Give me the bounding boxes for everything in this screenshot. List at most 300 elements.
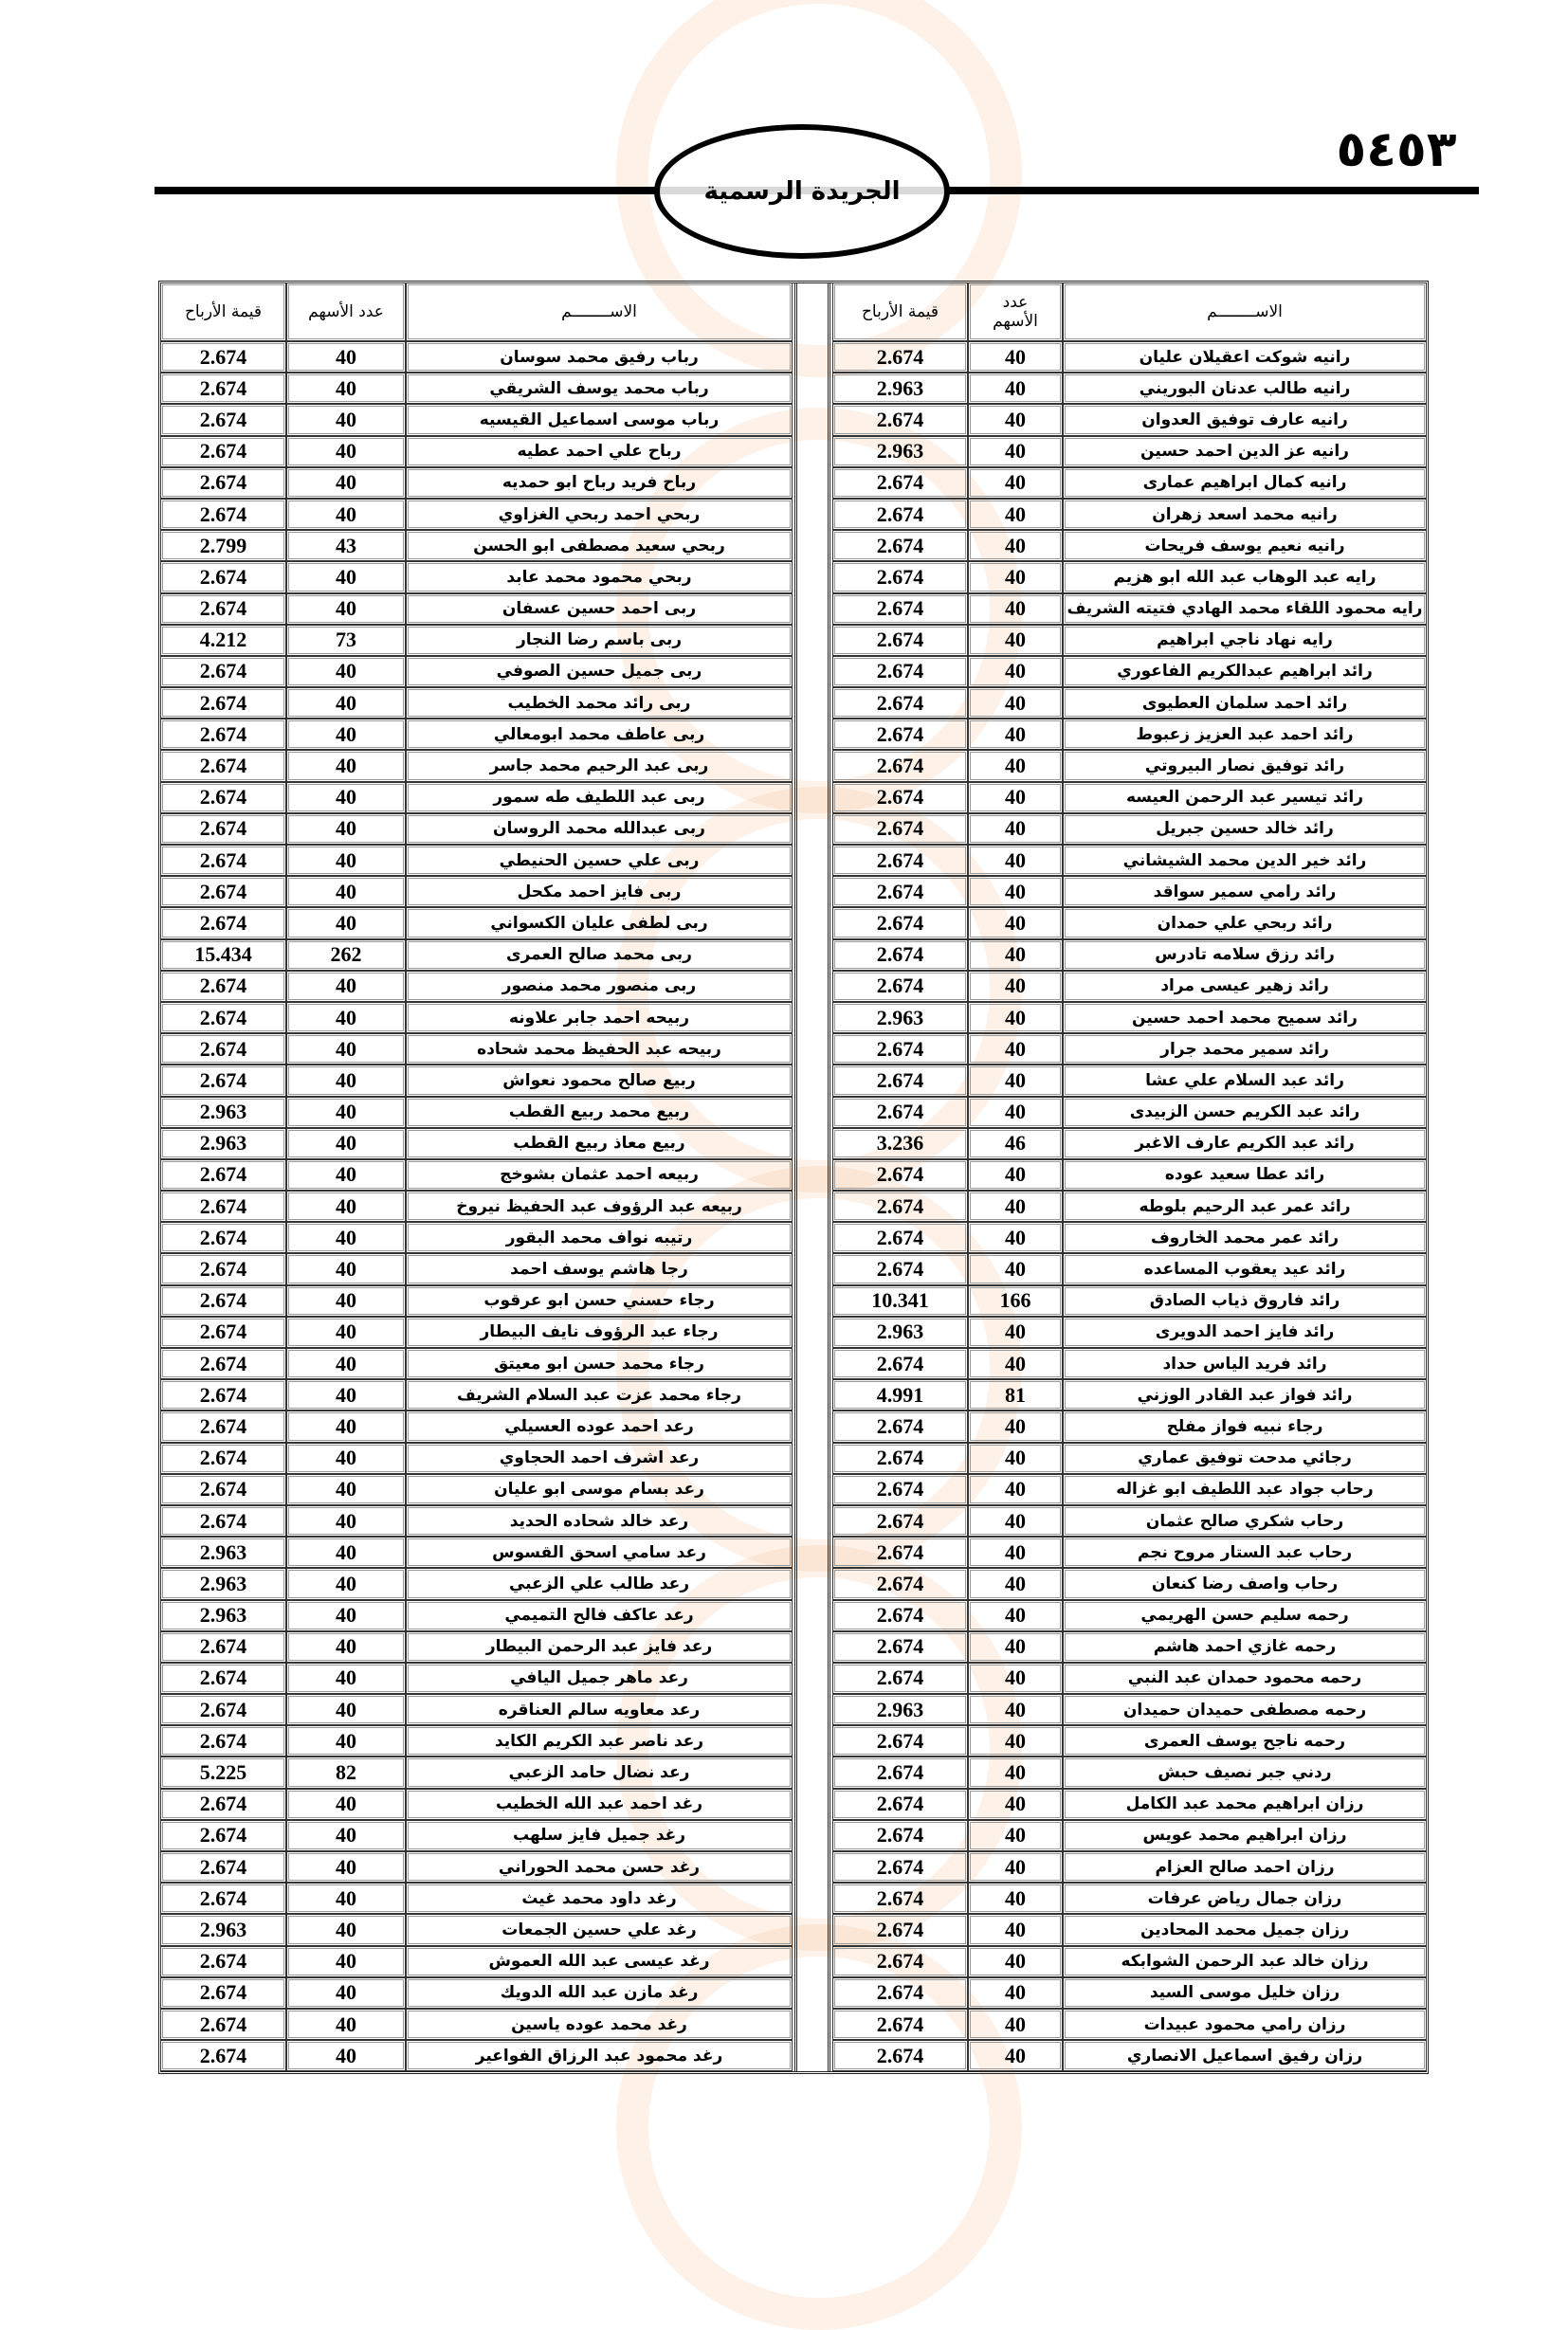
cell-dividends: 2.674 — [160, 1285, 286, 1317]
cell-shares: 40 — [286, 1253, 406, 1284]
cell-name: رغد عيسى عبد الله العموش — [406, 1946, 793, 1977]
cell-name: رائد ابراهيم عبدالكريم الفاعوري — [1063, 656, 1427, 687]
cell-shares: 40 — [286, 1159, 406, 1191]
cell-name: رائد ربحي علي حمدان — [1063, 907, 1427, 938]
cell-dividends: 2.674 — [160, 2009, 286, 2040]
cell-dividends: 2.963 — [160, 1128, 286, 1159]
table-row — [832, 971, 1427, 1002]
cell-name: رعد عاكف فالح التميمي — [406, 1600, 793, 1631]
cell-name: ربى فايز احمد مكحل — [406, 876, 793, 907]
cell-dividends: 2.674 — [160, 1820, 286, 1851]
table-row — [160, 1128, 793, 1159]
cell-dividends: 2.674 — [160, 1474, 286, 1505]
cell-name: رجاء محمد عزت عبد السلام الشريف — [406, 1379, 793, 1411]
cell-dividends: 2.674 — [832, 1065, 968, 1096]
cell-name: رائد سميح محمد احمد حسين — [1063, 1002, 1427, 1033]
cell-dividends: 2.674 — [832, 1191, 968, 1222]
table-row — [160, 2009, 793, 2040]
cell-dividends: 2.674 — [832, 499, 968, 530]
cell-shares: 40 — [968, 1600, 1063, 1631]
cell-dividends: 2.674 — [832, 1631, 968, 1663]
cell-name: رغد احمد عبد الله الخطيب — [406, 1789, 793, 1820]
cell-name: رائد خالد حسين جبريل — [1063, 813, 1427, 845]
cell-name: رائد عبد الكريم عارف الاغبر — [1063, 1128, 1427, 1159]
cell-shares: 40 — [286, 845, 406, 876]
cell-name: رزان رامي محمود عبيدات — [1063, 2009, 1427, 2040]
cell-dividends: 2.674 — [832, 1757, 968, 1788]
table-row — [160, 1348, 793, 1379]
table-row — [832, 1097, 1427, 1128]
cell-dividends: 2.674 — [160, 561, 286, 592]
cell-dividends: 2.674 — [832, 876, 968, 907]
cell-shares: 40 — [286, 1505, 406, 1537]
cell-shares: 40 — [968, 341, 1063, 373]
cell-dividends: 2.674 — [160, 971, 286, 1002]
cell-shares: 40 — [286, 467, 406, 499]
cell-name: رزان خليل موسى السيد — [1063, 1977, 1427, 2009]
cell-name: ربحي احمد ربحي الغزاوي — [406, 499, 793, 530]
cell-name: ردني جبر نصيف حبش — [1063, 1757, 1427, 1788]
cell-shares: 40 — [286, 373, 406, 404]
cell-shares: 40 — [286, 907, 406, 938]
table-row — [832, 1914, 1427, 1945]
cell-dividends: 2.963 — [832, 1317, 968, 1348]
column-header-name: الاســــــــم — [1063, 282, 1427, 341]
cell-dividends: 2.674 — [160, 1977, 286, 2009]
cell-name: رعد اشرف احمد الحجاوي — [406, 1443, 793, 1474]
table-row — [160, 530, 793, 561]
table-row — [832, 1757, 1427, 1788]
table-row — [160, 373, 793, 404]
table-row — [160, 625, 793, 656]
cell-dividends: 2.963 — [832, 1002, 968, 1033]
cell-name: رائد سمير محمد جرار — [1063, 1033, 1427, 1065]
cell-name: ربيع محمد ربيع القطب — [406, 1097, 793, 1128]
cell-name: رائد عطا سعيد عوده — [1063, 1159, 1427, 1191]
cell-name: رباب رفيق محمد سوسان — [406, 341, 793, 373]
cell-name: رايه عبد الوهاب عبد الله ابو هزيم — [1063, 561, 1427, 592]
cell-shares: 40 — [286, 436, 406, 467]
table-row — [832, 750, 1427, 781]
table-row — [160, 1946, 793, 1977]
cell-shares: 40 — [968, 782, 1063, 813]
table-row — [832, 1537, 1427, 1568]
cell-shares: 81 — [968, 1379, 1063, 1411]
cell-shares: 46 — [968, 1128, 1063, 1159]
cell-dividends: 2.963 — [160, 1914, 286, 1945]
cell-dividends: 2.674 — [832, 907, 968, 938]
cell-shares: 40 — [968, 530, 1063, 561]
cell-dividends: 2.674 — [160, 1443, 286, 1474]
cell-dividends: 2.674 — [160, 1317, 286, 1348]
cell-shares: 40 — [968, 845, 1063, 876]
table-row — [160, 1474, 793, 1505]
cell-shares: 40 — [286, 719, 406, 750]
cell-dividends: 2.674 — [160, 1002, 286, 1033]
cell-name: ربى باسم رضا النجار — [406, 625, 793, 656]
shareholders-table-left — [160, 282, 793, 2071]
table-row — [832, 1977, 1427, 2009]
cell-shares: 40 — [968, 1977, 1063, 2009]
cell-shares: 40 — [968, 561, 1063, 592]
cell-shares: 40 — [968, 907, 1063, 938]
cell-shares: 40 — [286, 1725, 406, 1757]
table-row — [160, 1065, 793, 1096]
cell-shares: 40 — [286, 2040, 406, 2071]
cell-shares: 40 — [968, 1914, 1063, 1945]
cell-name: رزان رفيق اسماعيل الانصاري — [1063, 2040, 1427, 2071]
cell-name: رائد فايز احمد الدويرى — [1063, 1317, 1427, 1348]
column-header-dividends: قيمة الأرباح — [160, 282, 286, 341]
cell-name: ربيحه احمد جابر علاونه — [406, 1002, 793, 1033]
cell-dividends: 2.674 — [832, 1443, 968, 1474]
cell-name: رانيه عارف توفيق العدوان — [1063, 404, 1427, 435]
cell-name: رحاب عبد الستار مروح نجم — [1063, 1537, 1427, 1568]
cell-shares: 40 — [286, 1191, 406, 1222]
column-header-shares — [968, 282, 1063, 341]
cell-name: رائد احمد عبد العزيز زعبوط — [1063, 719, 1427, 750]
column-header-dividends: قيمة الأرباح — [832, 282, 968, 341]
cell-name: رتيبه نواف محمد البقور — [406, 1222, 793, 1253]
cell-name: رحاب جواد عبد اللطيف ابو غزاله — [1063, 1474, 1427, 1505]
table-row — [832, 1348, 1427, 1379]
cell-name: رزان جمال رياض عرفات — [1063, 1883, 1427, 1914]
table-row — [160, 719, 793, 750]
table-row — [160, 1789, 793, 1820]
table-row — [160, 1757, 793, 1788]
cell-name: رزان جميل محمد المحادين — [1063, 1914, 1427, 1945]
cell-name: رجائي مدحت توفيق عماري — [1063, 1443, 1427, 1474]
table-row — [832, 1883, 1427, 1914]
table-row — [832, 1568, 1427, 1599]
cell-shares: 40 — [286, 1537, 406, 1568]
cell-shares: 73 — [286, 625, 406, 656]
cell-name: ربى عاطف محمد ابومعالي — [406, 719, 793, 750]
cell-dividends: 2.674 — [832, 1851, 968, 1883]
cell-name: رائد تيسير عبد الرحمن العيسه — [1063, 782, 1427, 813]
cell-dividends: 2.963 — [832, 373, 968, 404]
cell-shares: 40 — [286, 341, 406, 373]
cell-dividends: 2.674 — [160, 1379, 286, 1411]
cell-name: ربى عبد الرحيم محمد جاسر — [406, 750, 793, 781]
cell-name: رغد حسن محمد الحوراني — [406, 1851, 793, 1883]
cell-dividends: 2.674 — [832, 813, 968, 845]
cell-shares: 40 — [968, 1851, 1063, 1883]
cell-dividends: 2.674 — [832, 1474, 968, 1505]
cell-dividends: 2.674 — [160, 656, 286, 687]
table-row — [160, 593, 793, 625]
cell-shares: 40 — [286, 499, 406, 530]
page-number: ٥٤٥٣ — [1336, 121, 1457, 178]
cell-shares: 40 — [286, 1285, 406, 1317]
cell-dividends: 3.236 — [832, 1128, 968, 1159]
table-row — [160, 1914, 793, 1945]
cell-name: رائد عبد السلام علي عشا — [1063, 1065, 1427, 1096]
cell-name: رباح علي احمد عطيه — [406, 436, 793, 467]
cell-name: رحمه غازي احمد هاشم — [1063, 1631, 1427, 1663]
table-row — [160, 404, 793, 435]
cell-shares: 40 — [968, 750, 1063, 781]
cell-shares: 40 — [286, 1348, 406, 1379]
table-row — [832, 1725, 1427, 1757]
cell-shares: 40 — [286, 1379, 406, 1411]
cell-shares: 40 — [968, 1789, 1063, 1820]
cell-name: رزان ابراهيم محمد عويس — [1063, 1820, 1427, 1851]
cell-dividends: 2.674 — [832, 1253, 968, 1284]
cell-shares: 40 — [286, 1977, 406, 2009]
cell-shares: 40 — [286, 1411, 406, 1442]
cell-dividends: 2.963 — [160, 1097, 286, 1128]
cell-shares: 40 — [968, 1002, 1063, 1033]
cell-shares: 40 — [968, 719, 1063, 750]
cell-name: رزان احمد صالح العزام — [1063, 1851, 1427, 1883]
cell-name: رحمه محمود حمدان عبد النبي — [1063, 1663, 1427, 1694]
table-row — [160, 467, 793, 499]
cell-dividends: 2.674 — [160, 813, 286, 845]
table-row — [832, 1033, 1427, 1065]
table-row — [160, 907, 793, 938]
cell-name: رجاء عبد الرؤوف نايف البيطار — [406, 1317, 793, 1348]
cell-name: رزان خالد عبد الرحمن الشوابكه — [1063, 1946, 1427, 1977]
cell-shares: 40 — [968, 1474, 1063, 1505]
cell-shares: 40 — [968, 1097, 1063, 1128]
cell-name: ربى منصور محمد منصور — [406, 971, 793, 1002]
cell-name: رعد ماهر جميل اليافي — [406, 1663, 793, 1694]
table-row — [832, 1253, 1427, 1284]
cell-name: رباب موسى اسماعيل القيسيه — [406, 404, 793, 435]
cell-name: ربى رائد محمد الخطيب — [406, 687, 793, 719]
table-row — [160, 1725, 793, 1757]
cell-name: رعد ناصر عبد الكريم الكايد — [406, 1725, 793, 1757]
table-row — [160, 1411, 793, 1442]
table-row — [160, 1694, 793, 1725]
cell-shares: 40 — [968, 373, 1063, 404]
cell-name: رعد بسام موسى ابو عليان — [406, 1474, 793, 1505]
cell-dividends: 2.674 — [160, 1663, 286, 1694]
cell-shares: 40 — [968, 939, 1063, 971]
cell-name: رعد نضال حامد الزعبي — [406, 1757, 793, 1788]
cell-shares: 40 — [968, 656, 1063, 687]
cell-dividends: 2.674 — [832, 1946, 968, 1977]
cell-dividends: 2.674 — [832, 1348, 968, 1379]
cell-dividends: 2.674 — [832, 1914, 968, 1945]
table-body — [832, 341, 1427, 2071]
table-row — [160, 1097, 793, 1128]
table-row — [160, 1631, 793, 1663]
table-row — [832, 1505, 1427, 1537]
cell-dividends: 2.799 — [160, 530, 286, 561]
cell-dividends: 2.674 — [832, 1097, 968, 1128]
cell-shares: 40 — [286, 782, 406, 813]
table-row — [160, 971, 793, 1002]
table-row — [832, 1631, 1427, 1663]
cell-dividends: 2.674 — [832, 2009, 968, 2040]
table-header-row — [832, 282, 1427, 341]
cell-shares: 40 — [286, 1568, 406, 1599]
cell-dividends: 2.674 — [160, 1883, 286, 1914]
cell-shares: 40 — [968, 625, 1063, 656]
table-row — [160, 1222, 793, 1253]
cell-dividends: 2.674 — [160, 1033, 286, 1065]
cell-shares: 40 — [968, 1694, 1063, 1725]
cell-name: رائد زهير عيسى مراد — [1063, 971, 1427, 1002]
table-row — [832, 436, 1427, 467]
shareholders-table-right — [832, 282, 1427, 2071]
cell-name: رائد فاروق ذياب الصادق — [1063, 1285, 1427, 1317]
cell-shares: 40 — [286, 1097, 406, 1128]
cell-name: ربى احمد حسين عسفان — [406, 593, 793, 625]
table-row — [832, 845, 1427, 876]
cell-shares: 40 — [968, 1411, 1063, 1442]
cell-dividends: 2.674 — [160, 499, 286, 530]
table-row — [160, 1159, 793, 1191]
table-row — [832, 593, 1427, 625]
cell-shares: 40 — [968, 1317, 1063, 1348]
cell-dividends: 2.674 — [160, 1253, 286, 1284]
column-header-shares-label: عدد الأسهم — [993, 293, 1038, 331]
cell-dividends: 2.674 — [160, 1851, 286, 1883]
cell-name: رغد جميل فايز سلهب — [406, 1820, 793, 1851]
cell-shares: 40 — [286, 1946, 406, 1977]
cell-shares: 40 — [968, 1537, 1063, 1568]
cell-shares: 40 — [286, 1883, 406, 1914]
cell-name: رانيه محمد اسعد زهران — [1063, 499, 1427, 530]
cell-shares: 40 — [968, 467, 1063, 499]
cell-shares: 43 — [286, 530, 406, 561]
table-row — [832, 1694, 1427, 1725]
cell-name: رائد رزق سلامه تادرس — [1063, 939, 1427, 971]
cell-dividends: 2.674 — [160, 404, 286, 435]
cell-dividends: 2.674 — [160, 1065, 286, 1096]
cell-dividends: 2.674 — [832, 939, 968, 971]
gazette-title: الجريدة الرسمية — [703, 177, 901, 206]
cell-dividends: 2.674 — [160, 845, 286, 876]
cell-shares: 40 — [286, 1002, 406, 1033]
cell-dividends: 2.674 — [832, 1159, 968, 1191]
cell-shares: 40 — [286, 1065, 406, 1096]
cell-name: ربيع صالح محمود نعواش — [406, 1065, 793, 1096]
cell-name: رجاء نبيه فواز مفلح — [1063, 1411, 1427, 1442]
table-row — [160, 782, 793, 813]
cell-shares: 40 — [968, 1663, 1063, 1694]
cell-dividends: 10.341 — [832, 1285, 968, 1317]
table-row — [832, 1065, 1427, 1096]
table-row — [832, 1128, 1427, 1159]
cell-dividends: 2.674 — [832, 1725, 968, 1757]
cell-dividends: 5.225 — [160, 1757, 286, 1788]
cell-shares: 40 — [968, 2040, 1063, 2071]
cell-shares: 40 — [968, 499, 1063, 530]
table-row — [832, 1851, 1427, 1883]
cell-dividends: 2.674 — [832, 1411, 968, 1442]
cell-dividends: 2.674 — [832, 1537, 968, 1568]
cell-dividends: 2.674 — [832, 593, 968, 625]
table-row — [832, 341, 1427, 373]
cell-shares: 82 — [286, 1757, 406, 1788]
table-row — [832, 625, 1427, 656]
cell-dividends: 2.674 — [160, 467, 286, 499]
cell-dividends: 2.674 — [832, 750, 968, 781]
cell-dividends: 2.674 — [832, 1977, 968, 2009]
cell-name: رائد عمر عبد الرحيم بلوطه — [1063, 1191, 1427, 1222]
cell-dividends: 2.674 — [832, 656, 968, 687]
cell-shares: 40 — [968, 593, 1063, 625]
table-row — [832, 1159, 1427, 1191]
cell-shares: 40 — [968, 2009, 1063, 2040]
table-row — [160, 1977, 793, 2009]
table-row — [832, 939, 1427, 971]
table-row — [160, 750, 793, 781]
table-row — [160, 1317, 793, 1348]
table-row — [160, 1285, 793, 1317]
table-row — [832, 1379, 1427, 1411]
cell-name: ربى عبد اللطيف طه سمور — [406, 782, 793, 813]
cell-dividends: 2.674 — [160, 2040, 286, 2071]
cell-shares: 40 — [968, 1631, 1063, 1663]
cell-shares: 40 — [286, 876, 406, 907]
cell-shares: 40 — [286, 561, 406, 592]
cell-name: ربى لطفى عليان الكسواني — [406, 907, 793, 938]
cell-name: رعد فايز عبد الرحمن البيطار — [406, 1631, 793, 1663]
cell-dividends: 2.674 — [832, 2040, 968, 2071]
cell-shares: 40 — [968, 1568, 1063, 1599]
cell-shares: 40 — [286, 1443, 406, 1474]
table-row — [832, 1443, 1427, 1474]
table-row — [160, 341, 793, 373]
cell-shares: 40 — [968, 1222, 1063, 1253]
cell-shares: 40 — [968, 876, 1063, 907]
cell-shares: 40 — [968, 1946, 1063, 1977]
cell-name: رباح فريد رباح ابو حمديه — [406, 467, 793, 499]
cell-name: ربيحه عبد الحفيظ محمد شحاده — [406, 1033, 793, 1065]
cell-dividends: 2.674 — [160, 341, 286, 373]
cell-dividends: 2.674 — [160, 1631, 286, 1663]
table-row — [832, 1789, 1427, 1820]
cell-name: رعد احمد عوده العسيلي — [406, 1411, 793, 1442]
cell-dividends: 2.674 — [832, 971, 968, 1002]
cell-name: رعد معاويه سالم العناقره — [406, 1694, 793, 1725]
table-row — [832, 1002, 1427, 1033]
cell-name: رائد احمد سلمان العطيوى — [1063, 687, 1427, 719]
table-row — [160, 1191, 793, 1222]
cell-name: رائد فريد الياس حداد — [1063, 1348, 1427, 1379]
cell-shares: 40 — [968, 971, 1063, 1002]
cell-name: رائد رامي سمير سواقد — [1063, 876, 1427, 907]
cell-dividends: 2.674 — [832, 1505, 968, 1537]
cell-shares: 40 — [968, 1505, 1063, 1537]
cell-dividends: 2.674 — [832, 719, 968, 750]
cell-dividends: 2.674 — [160, 876, 286, 907]
cell-name: رغد مازن عبد الله الدويك — [406, 1977, 793, 2009]
cell-dividends: 2.674 — [160, 1348, 286, 1379]
cell-shares: 40 — [286, 2009, 406, 2040]
cell-dividends: 2.674 — [832, 467, 968, 499]
cell-name: رانيه كمال ابراهيم عمارى — [1063, 467, 1427, 499]
column-header-name: الاســــــــم — [406, 282, 793, 341]
cell-dividends: 2.674 — [832, 782, 968, 813]
cell-name: ربى محمد صالح العمرى — [406, 939, 793, 971]
column-header-shares: عدد الأسهم — [286, 282, 406, 341]
cell-dividends: 2.674 — [832, 1883, 968, 1914]
cell-shares: 40 — [968, 1348, 1063, 1379]
cell-dividends: 2.674 — [160, 1222, 286, 1253]
table-row — [832, 1222, 1427, 1253]
cell-name: رغد علي حسين الجمعات — [406, 1914, 793, 1945]
table-row — [832, 499, 1427, 530]
table-row — [160, 436, 793, 467]
table-row — [832, 373, 1427, 404]
cell-name: رجا هاشم يوسف احمد — [406, 1253, 793, 1284]
